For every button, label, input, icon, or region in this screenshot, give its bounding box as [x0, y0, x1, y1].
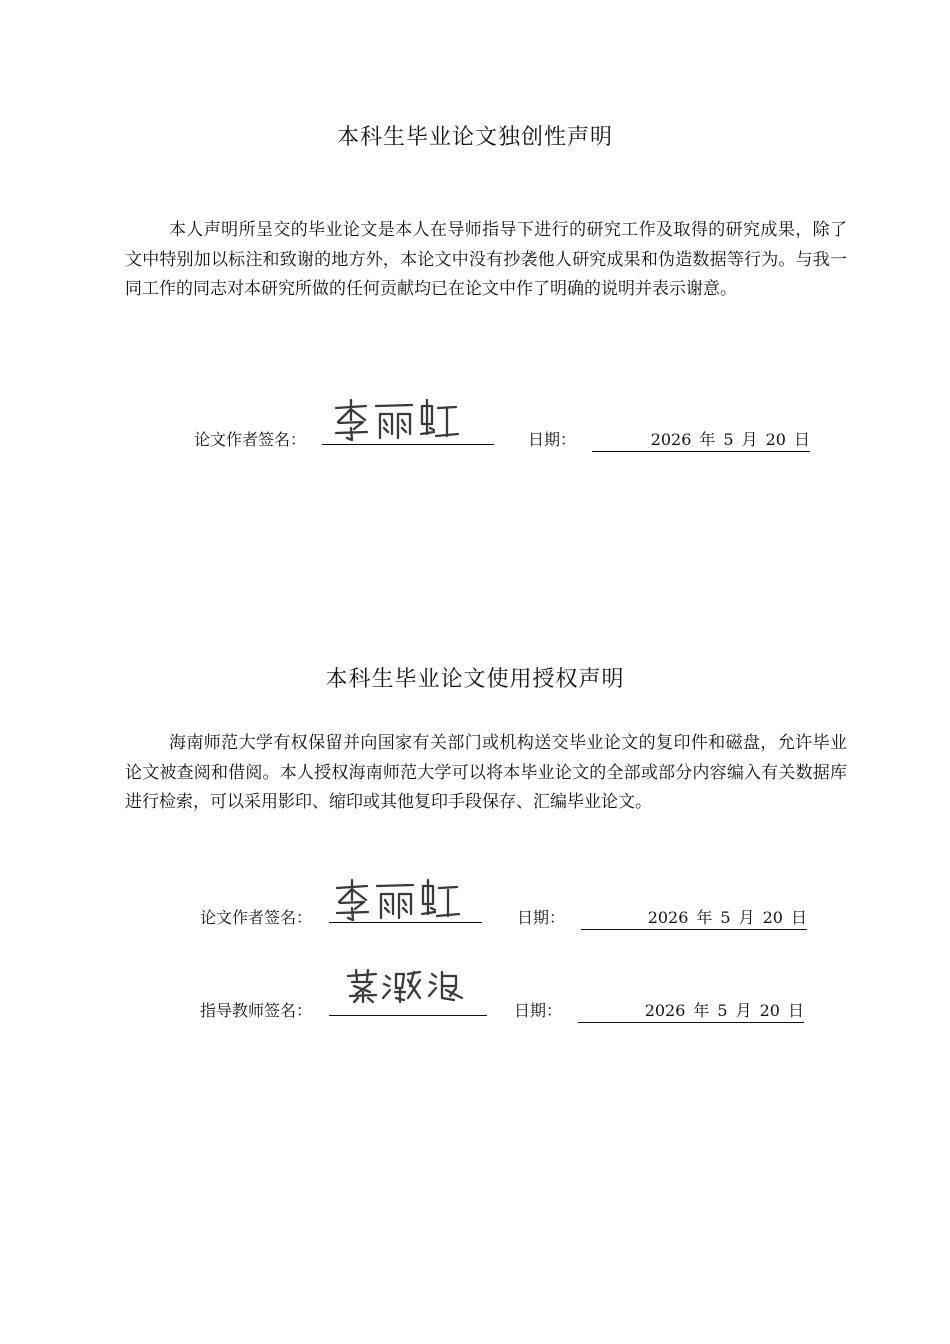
author-signature-image	[333, 878, 461, 922]
date-month: 5	[720, 908, 731, 927]
date-label: 日期：	[517, 908, 566, 927]
date-day-unit: 日	[793, 430, 810, 449]
date-year-unit: 年	[693, 1001, 710, 1020]
originality-date	[592, 427, 810, 452]
advisor-authorization-date	[578, 998, 804, 1023]
advisor-signature-label: 指导教师签名：	[200, 1001, 313, 1020]
date-label: 日期：	[528, 430, 577, 449]
date-year: 2026	[644, 1001, 686, 1020]
date-year-unit: 年	[696, 908, 713, 927]
author-signature-label: 论文作者签名：	[200, 908, 313, 927]
author-signature-image	[332, 398, 460, 442]
author-signature-line	[329, 922, 482, 923]
date-year-unit: 年	[699, 430, 716, 449]
advisor-handwritten-signature	[346, 968, 470, 1004]
date-year: 2026	[650, 430, 692, 449]
date-label: 日期：	[514, 1001, 563, 1020]
author-signature-label: 论文作者签名：	[194, 430, 307, 449]
date-month: 5	[717, 1001, 728, 1020]
usage-authorization-text: 海南师范大学有权保留并向国家有关部门或机构送交毕业论文的复印件和磁盘，允许毕业论文被查阅和借阅。本人授权海南师范大学可以将本毕业论文的全部或部分内容编入有关数据库进行检索，可以采用影印、缩印或其他复印手段保存、汇编毕业论文。	[125, 733, 847, 812]
date-year: 2026	[647, 908, 689, 927]
date-day-unit: 日	[787, 1001, 804, 1020]
date-month-unit: 月	[741, 430, 758, 449]
date-month: 5	[723, 430, 734, 449]
originality-declaration-title: 本科生毕业论文独创性声明	[336, 125, 613, 150]
date-day: 20	[765, 430, 786, 449]
date-month-unit: 月	[735, 1001, 752, 1020]
author-signature-line	[322, 444, 494, 445]
usage-authorization-title: 本科生毕业论文使用授权声明	[325, 667, 625, 692]
author-handwritten-signature	[332, 398, 460, 442]
originality-declaration-text: 本人声明所呈交的毕业论文是本人在导师指导下进行的研究工作及取得的研究成果，除了文中特别加以标注和致谢的地方外，本论文中没有抄袭他人研究成果和伪造数据等行为。与我一同工作的同志对本研究所做的任何贡献均已在论文中作了明确的说明并表示谢意。	[125, 220, 847, 299]
advisor-signature-line	[329, 1015, 487, 1016]
date-day: 20	[759, 1001, 780, 1020]
advisor-signature-image	[346, 968, 470, 1004]
date-month-unit: 月	[738, 908, 755, 927]
date-day: 20	[762, 908, 783, 927]
author-handwritten-signature	[333, 878, 461, 922]
date-day-unit: 日	[790, 908, 807, 927]
author-authorization-date	[581, 905, 807, 930]
